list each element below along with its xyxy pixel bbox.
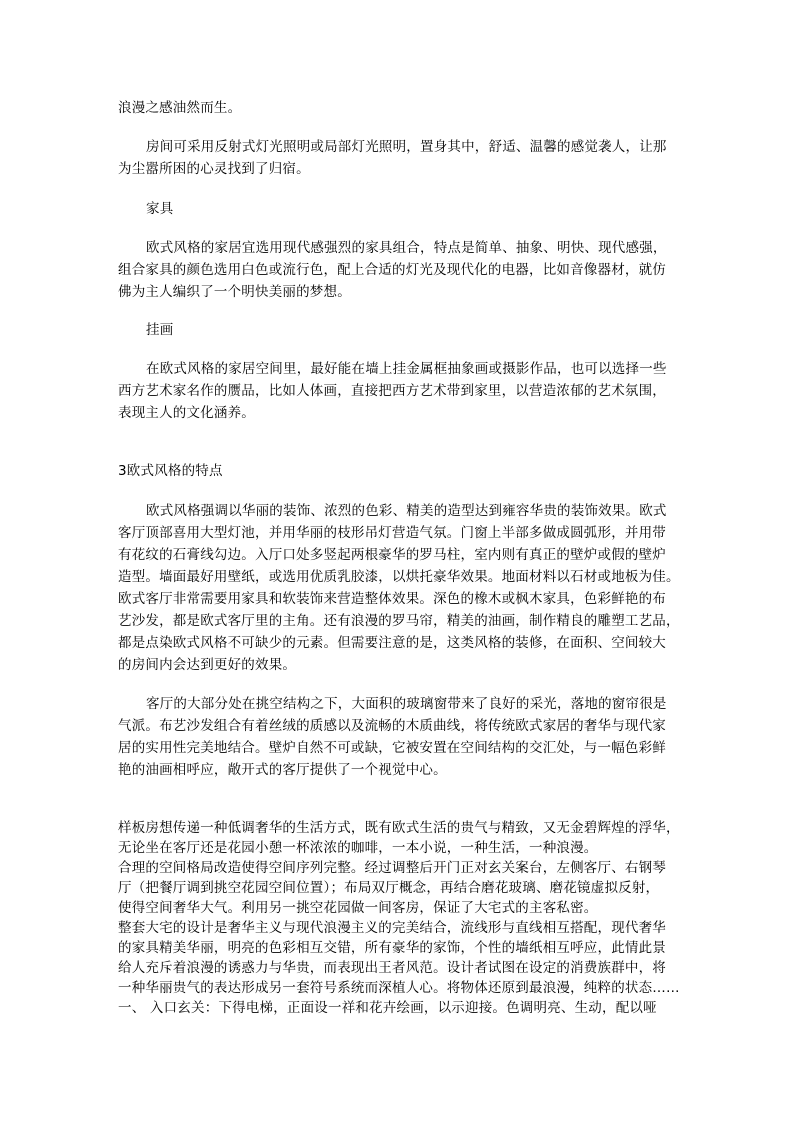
paragraph-line: 佛为主人编织了一个明快美丽的梦想。 bbox=[118, 284, 351, 300]
paragraph-line: 有花纹的石膏线勾边。入厅口处多竖起两根豪华的罗马柱，室内则有真正的壁炉或假的壁炉 bbox=[118, 547, 666, 563]
paragraph-line: 无论坐在客厅还是花园小憩一杯浓浓的咖啡，一本小说，一种生活，一种浪漫。 bbox=[118, 840, 598, 856]
paragraph-line: 组合家具的颜色选用白色或流行色，配上合适的灯光及现代化的电器，比如音像器材，就仿 bbox=[118, 262, 666, 278]
section-heading: 3欧式风格的特点 bbox=[118, 463, 223, 479]
paragraph-line: 的房间内会达到更好的效果。 bbox=[118, 657, 297, 673]
paragraph-line: 浪漫之感油然而生。 bbox=[118, 100, 242, 116]
paragraph-line: 房间可采用反射式灯光照明或局部灯光照明，置身其中，舒适、温馨的感觉袭人，让那 bbox=[146, 139, 667, 155]
paragraph-line: 客厅的大部分处在挑空结构之下，大面积的玻璃窗带来了良好的采光，落地的窗帘很是 bbox=[146, 696, 667, 712]
paragraph-line: 西方艺术家名作的赝品，比如人体画，直接把西方艺术带到家里，以营造浓郁的艺术氛围， bbox=[118, 383, 666, 399]
paragraph-line: 厅（把餐厅调到挑空花园空间位置）；布局双厅概念，再结合磨花玻璃、磨花镜虚拟反射， bbox=[118, 880, 660, 896]
paragraph-line: 的家具精美华丽，明亮的色彩相互交错，所有豪华的家饰，个性的墙纸相互呼应，此情此景 bbox=[118, 940, 666, 956]
paragraph-line: 气派。布艺沙发组合有着丝绒的质感以及流畅的木质曲线，将传统欧式家居的奢华与现代家 bbox=[118, 718, 666, 734]
paragraph-line: 整套大宅的设计是奢华主义与现代浪漫主义的完美结合，流线形与直线相互搭配，现代奢华 bbox=[118, 920, 666, 936]
paragraph-line: 使得空间奢华大气。利用另一挑空花园做一间客房，保证了大宅式的主客私密。 bbox=[118, 900, 598, 916]
paragraph-line: 客厅顶部喜用大型灯池，并用华丽的枝形吊灯营造气氛。门窗上半部多做成圆弧形，并用带 bbox=[118, 525, 666, 541]
paragraph-line: 一、 入口玄关：下得电梯，正面设一祥和花卉绘画，以示迎接。色调明亮、生动，配以哑 bbox=[118, 1000, 657, 1016]
section-heading: 挂画 bbox=[146, 322, 174, 338]
paragraph-line: 一种华丽贵气的表达形成另一套符号系统而深植人心。将物体还原到最浪漫，纯粹的状态…… bbox=[118, 980, 680, 996]
paragraph-line: 在欧式风格的家居空间里，最好能在墙上挂金属框抽象画或摄影作品，也可以选择一些 bbox=[146, 361, 667, 377]
paragraph-line: 艺沙发，都是欧式客厅里的主角。还有浪漫的罗马帘，精美的油画，制作精良的雕塑工艺品， bbox=[118, 613, 680, 629]
paragraph-line: 居的实用性完美地结合。壁炉自然不可或缺，它被安置在空间结构的交汇处，与一幅色彩鲜 bbox=[118, 740, 666, 756]
paragraph-line: 造型。墙面最好用壁纸，或选用优质乳胶漆，以烘托豪华效果。地面材料以石材或地板为佳。 bbox=[118, 569, 680, 585]
section-heading: 家具 bbox=[146, 201, 174, 217]
paragraph-line: 欧式风格的家居宜选用现代感强烈的家具组合，特点是简单、抽象、明快、现代感强， bbox=[146, 240, 667, 256]
paragraph-line: 样板房想传递一种低调奢华的生活方式，既有欧式生活的贵气与精致，又无金碧辉煌的浮华， bbox=[118, 820, 680, 836]
paragraph-line: 合理的空间格局改造使得空间序列完整。经过调整后开门正对玄关案台，左侧客厅、右钢琴 bbox=[118, 860, 666, 876]
paragraph-line: 给人充斥着浪漫的诱惑力与华贵，而表现出王者风范。设计者试图在设定的消费族群中，将 bbox=[118, 960, 666, 976]
paragraph-line: 欧式风格强调以华丽的装饰、浓烈的色彩、精美的造型达到雍容华贵的装饰效果。欧式 bbox=[146, 503, 667, 519]
paragraph-line: 为尘嚣所困的心灵找到了归宿。 bbox=[118, 161, 310, 177]
paragraph-line: 欧式客厅非常需要用家具和软装饰来营造整体效果。深色的橡木或枫木家具，色彩鲜艳的布 bbox=[118, 591, 666, 607]
paragraph-line: 表现主人的文化涵养。 bbox=[118, 405, 255, 421]
paragraph-line: 都是点染欧式风格不可缺少的元素。但需要注意的是，这类风格的装修，在面积、空间较大 bbox=[118, 635, 666, 651]
paragraph-line: 艳的油画相呼应，敞开式的客厅提供了一个视觉中心。 bbox=[118, 762, 447, 778]
